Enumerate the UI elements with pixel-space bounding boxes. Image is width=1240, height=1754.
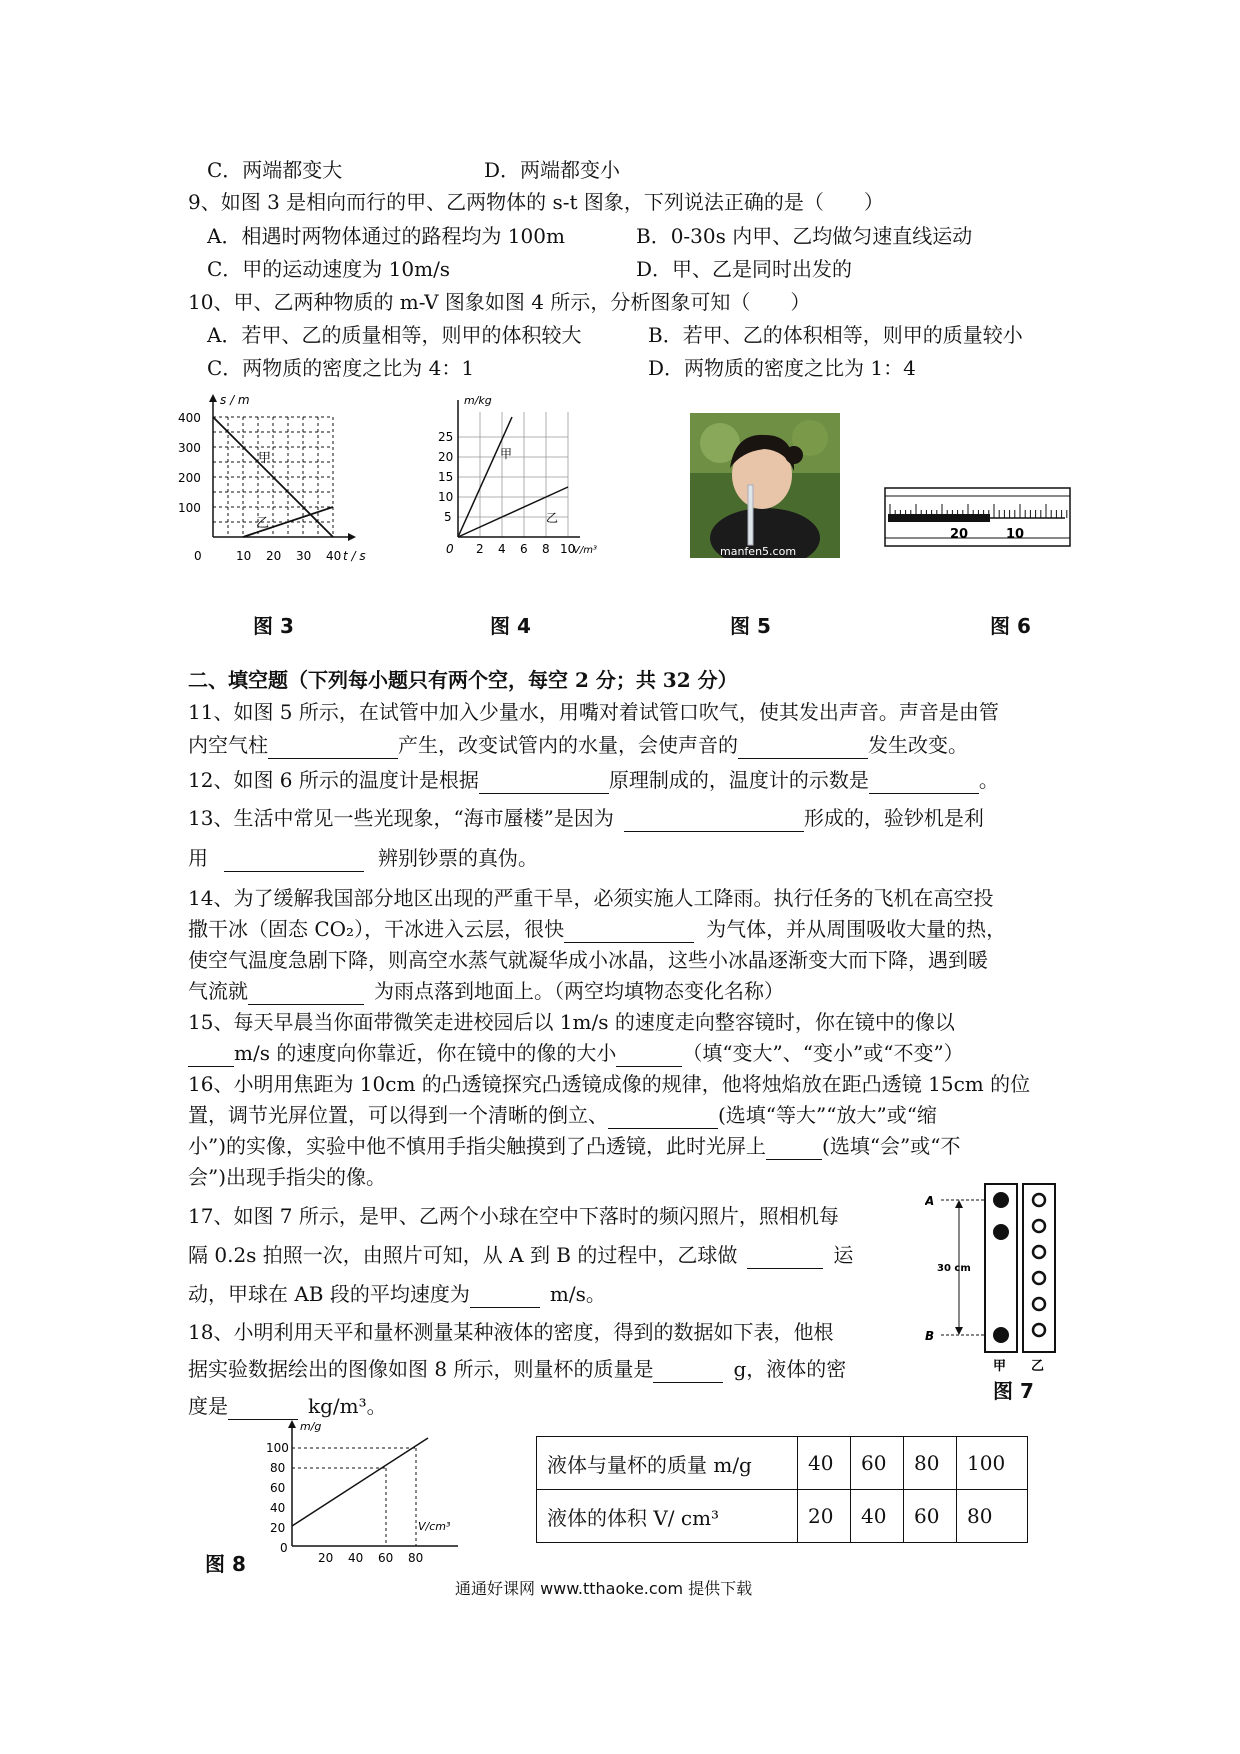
fig8-ytick: 80 (270, 1461, 286, 1475)
q16-blank-2[interactable] (766, 1139, 822, 1160)
fig7-label-a: A (925, 1194, 935, 1208)
q17-text: 运 (833, 1243, 854, 1267)
fig4-ytick: 25 (438, 430, 454, 444)
q17-text: m/s。 (549, 1282, 606, 1306)
q13-blank-1[interactable] (624, 811, 804, 832)
table-cell: 80 (957, 1490, 1028, 1543)
fig7-label-b: B (925, 1329, 935, 1343)
fig4-xtick: 2 (476, 542, 484, 556)
fig8-ytick: 20 (270, 1521, 286, 1535)
q15-blank-1[interactable] (188, 1046, 234, 1067)
q16-text: (选填“等大”“放大”或“缩 (718, 1103, 937, 1127)
q9-option-c: C．甲的运动速度为 10m/s (207, 257, 451, 281)
fig4-xlabel: V/m³ (573, 545, 597, 556)
q15-line2 (188, 1039, 964, 1067)
q12-blank-2[interactable] (869, 773, 979, 794)
q11-text: 内空气柱 (188, 733, 268, 757)
fig4-xtick: 6 (520, 542, 528, 556)
q17-blank-1[interactable] (747, 1248, 823, 1269)
q13-text: 形成的，验钞机是利 (803, 806, 984, 830)
table-row-label: 液体与量杯的质量 m/g (537, 1437, 798, 1490)
q13-line2 (188, 844, 538, 872)
fig8-xtick: 60 (378, 1551, 394, 1565)
q12-text: 。 (978, 768, 999, 792)
q16-line2 (188, 1101, 937, 1129)
q14-text: 撒干冰（固态 CO₂），干冰进入云层，很快 (188, 917, 565, 941)
fig6-label: 20 (950, 527, 969, 542)
q18-text: 度是 (188, 1394, 228, 1418)
fig8-ytick: 100 (266, 1441, 289, 1455)
fig7-distance: 30 cm (937, 1263, 971, 1274)
figure-6-thermometer (880, 482, 1075, 554)
table-cell: 100 (957, 1437, 1028, 1490)
fig3-ytick: 300 (178, 441, 201, 455)
figure-3-st-graph (178, 392, 378, 572)
fig3-ytick: 100 (178, 501, 201, 515)
q12-line (188, 766, 999, 794)
table-cell: 60 (904, 1490, 957, 1543)
table-cell: 20 (798, 1490, 851, 1543)
q12-text: 12、如图 6 所示的温度计是根据 (188, 768, 479, 792)
fig8-ytick: 0 (280, 1541, 288, 1555)
figure-4-mv-graph (430, 392, 600, 572)
q17-line3 (188, 1280, 606, 1308)
fig4-ytick: 15 (438, 470, 454, 484)
fig3-xtick: 0 (194, 549, 202, 563)
q14-line3: 使空气温度急剧下降，则高空水蒸气就凝华成小冰晶，这些小冰晶逐渐变大而下降，遇到暖 (188, 948, 988, 972)
q11-text: 发生改变。 (868, 733, 968, 757)
q15-line1: 15、每天早晨当你面带微笑走进校园后以 1m/s 的速度走向整容镜时，你在镜中的像以 (188, 1010, 955, 1034)
table-row (537, 1437, 1028, 1490)
figure-8-graph (258, 1418, 468, 1568)
fig4-xtick: 0 (446, 542, 454, 556)
q16-text: 小”)的实像，实验中他不慎用手指尖触摸到了凸透镜，此时光屏上 (188, 1134, 767, 1158)
fig8-xtick: 40 (348, 1551, 364, 1565)
q12-text: 原理制成的，温度计的示数是 (608, 768, 869, 792)
fig4-ytick: 20 (438, 450, 454, 464)
fig3-ytick: 400 (178, 411, 201, 425)
q17-line1: 17、如图 7 所示，是甲、乙两个小球在空中下落时的频闪照片，照相机每 (188, 1204, 839, 1228)
q10-stem: 10、甲、乙两种物质的 m-V 图象如图 4 所示，分析图象可知（ ） (188, 290, 811, 314)
q15-text: （填“变大”、“变小”或“不变”） (682, 1041, 964, 1065)
figure-4-caption: 图 4 (490, 614, 531, 638)
table-cell: 80 (904, 1437, 957, 1490)
q12-blank-1[interactable] (479, 773, 609, 794)
q9-option-b: B．0-30s 内甲、乙均做匀速直线运动 (636, 224, 973, 248)
q17-line2 (188, 1241, 853, 1269)
table-row (537, 1490, 1028, 1543)
fig5-watermark: manfen5.com (720, 545, 797, 558)
fig4-ylabel: m/kg (464, 394, 492, 407)
fig4-label-yi: 乙 (546, 511, 559, 525)
fig3-ylabel: s / m (220, 393, 250, 407)
q14-text: 为雨点落到地面上。（两空均填物态变化名称） (374, 979, 784, 1003)
q13-text: 13、生活中常见一些光现象，“海市蜃楼”是因为 (188, 806, 614, 830)
q17-text: 隔 0.2s 拍照一次，由照片可知，从 A 到 B 的过程中，乙球做 (188, 1243, 738, 1267)
q14-line1: 14、为了缓解我国部分地区出现的严重干旱，必须实施人工降雨。执行任务的飞机在高空投 (188, 886, 994, 910)
data-table (536, 1436, 1028, 1543)
figure-6-caption: 图 6 (990, 614, 1031, 638)
q9-stem: 9、如图 3 是相向而行的甲、乙两物体的 s-t 图象，下列说法正确的是（ ） (188, 190, 884, 214)
q11-blank-1[interactable] (268, 738, 398, 759)
q14-text: 气流就 (188, 979, 248, 1003)
q17-blank-2[interactable] (470, 1287, 540, 1308)
q15-blank-2[interactable] (616, 1046, 682, 1067)
q16-line3 (188, 1132, 961, 1160)
q18-text: 据实验数据绘出的图像如图 8 所示，则量杯的质量是 (188, 1357, 654, 1381)
q18-text: kg/m³。 (308, 1394, 387, 1418)
q11-line1: 11、如图 5 所示，在试管中加入少量水，用嘴对着试管口吹气，使其发出声音。声音是由管 (188, 700, 999, 724)
q11-blank-2[interactable] (738, 738, 868, 759)
q18-text: g，液体的密 (733, 1357, 847, 1381)
q18-line2 (188, 1355, 846, 1383)
fig8-ylabel: m/g (300, 1420, 322, 1433)
fig7-label-jia: 甲 (993, 1359, 1007, 1374)
q9-option-d: D．甲、乙是同时出发的 (636, 257, 853, 281)
q13-blank-2[interactable] (224, 851, 364, 872)
q11-text: 产生，改变试管内的水量，会使声音的 (398, 733, 738, 757)
figure-3-caption: 图 3 (253, 614, 294, 638)
q18-blank-1[interactable] (653, 1362, 723, 1383)
q16-text: (选填“会”或“不 (822, 1134, 961, 1158)
q10-option-b: B．若甲、乙的体积相等，则甲的质量较小 (648, 323, 1023, 347)
fig4-xtick: 8 (542, 542, 550, 556)
table-cell: 40 (851, 1490, 904, 1543)
fig3-xlabel: t / s (343, 549, 366, 563)
fig3-label-jia: 甲 (258, 451, 272, 466)
q18-line3 (188, 1392, 387, 1420)
figure-7-strobe (925, 1180, 1070, 1390)
table-row-label: 液体的体积 V/ cm³ (537, 1490, 798, 1543)
fig3-xtick: 20 (266, 549, 282, 563)
fig3-xtick: 40 (326, 549, 342, 563)
q18-blank-2[interactable] (228, 1399, 298, 1420)
q8-option-d: D．两端都变小 (484, 158, 621, 182)
q13-text: 用 (188, 846, 208, 870)
q14-blank-2[interactable] (248, 984, 364, 1005)
fig4-xtick: 10 (560, 542, 576, 556)
q8-option-c: C．两端都变大 (207, 158, 343, 182)
q16-text: 置，调节光屏位置，可以得到一个清晰的倒立、 (188, 1103, 608, 1127)
q10-option-c: C．两物质的密度之比为 4：1 (207, 356, 475, 380)
figure-5-caption: 图 5 (730, 614, 771, 638)
q14-line4 (188, 977, 784, 1005)
table-cell: 40 (798, 1437, 851, 1490)
q13-line1 (188, 804, 984, 832)
q11-line2 (188, 731, 968, 759)
q14-text: 为气体，并从周围吸收大量的热， (706, 917, 1007, 941)
fig8-xtick: 20 (318, 1551, 334, 1565)
figure-7-caption: 图 7 (993, 1379, 1034, 1403)
fig8-xtick: 80 (408, 1551, 424, 1565)
fig4-ytick: 5 (444, 510, 452, 524)
fig8-ytick: 60 (270, 1481, 286, 1495)
fig3-xtick: 10 (236, 549, 252, 563)
fig6-label: 10 (1006, 527, 1025, 542)
section-2-title: 二、填空题（下列每小题只有两个空，每空 2 分；共 32 分） (188, 668, 738, 692)
q14-blank-1[interactable] (564, 922, 694, 943)
q16-line4: 会”)出现手指尖的像。 (188, 1165, 387, 1189)
figure-8-caption: 图 8 (205, 1552, 246, 1576)
q13-text: 辨别钞票的真伪。 (378, 846, 538, 870)
q10-option-a: A．若甲、乙的质量相等，则甲的体积较大 (207, 323, 582, 347)
fig3-xtick: 30 (296, 549, 312, 563)
fig4-ytick: 10 (438, 490, 454, 504)
fig8-xlabel: V/cm³ (418, 1520, 451, 1533)
fig8-ytick: 40 (270, 1501, 286, 1515)
page-footer: 通通好课网 www.tthaoke.com 提供下载 (455, 1579, 753, 1598)
figure-5-photo (690, 413, 840, 558)
fig3-label-yi: 乙 (256, 516, 270, 531)
q17-text: 动，甲球在 AB 段的平均速度为 (188, 1282, 470, 1306)
q16-line1: 16、小明用焦距为 10cm 的凸透镜探究凸透镜成像的规律，他将烛焰放在距凸透镜 15cm 的位 (188, 1072, 1031, 1096)
fig4-label-jia: 甲 (500, 447, 513, 461)
data-line (292, 1438, 428, 1526)
fig3-ytick: 200 (178, 471, 201, 485)
q16-blank-1[interactable] (608, 1108, 718, 1129)
q14-line2 (188, 915, 1006, 943)
fig4-xtick: 4 (498, 542, 506, 556)
table-cell: 60 (851, 1437, 904, 1490)
fig7-label-yi: 乙 (1031, 1359, 1045, 1374)
q9-option-a: A．相遇时两物体通过的路程均为 100m (207, 224, 565, 248)
q10-option-d: D．两物质的密度之比为 1：4 (648, 356, 916, 380)
q15-text: m/s 的速度向你靠近，你在镜中的像的大小 (234, 1041, 617, 1065)
q18-line1: 18、小明利用天平和量杯测量某种液体的密度，得到的数据如下表，他根 (188, 1320, 834, 1344)
